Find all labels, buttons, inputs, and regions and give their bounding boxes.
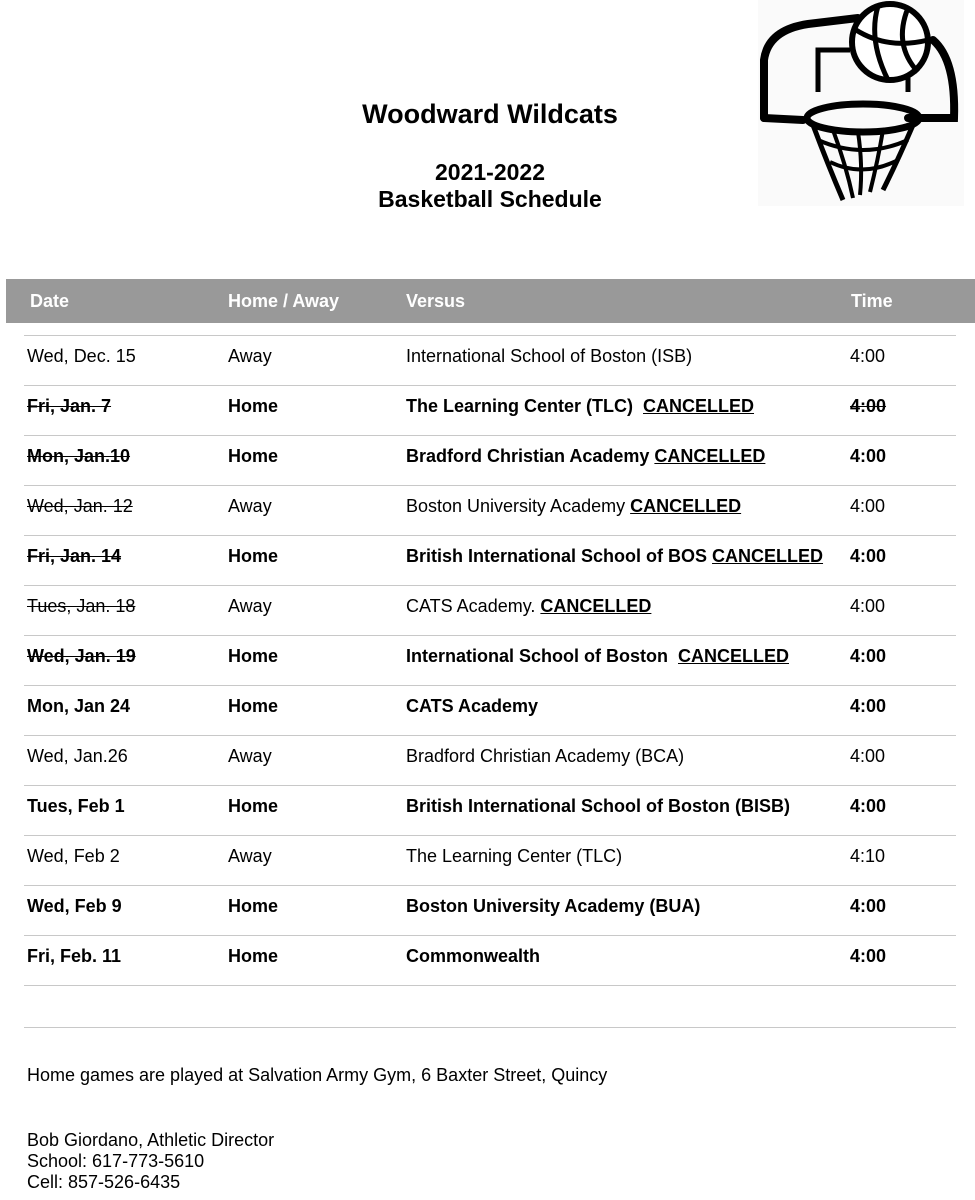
- table-row: [24, 535, 956, 585]
- cell-time: 4:00: [850, 446, 887, 466]
- table-row: [24, 885, 956, 935]
- column-header-home-away: Home / Away: [228, 291, 340, 311]
- cancelled-label: CANCELLED: [540, 596, 652, 616]
- cell-versus: [406, 896, 700, 917]
- table-row: [24, 635, 956, 685]
- cell-date: Wed, Feb 2: [27, 846, 120, 866]
- cell-versus: [406, 746, 684, 767]
- opponent-name: Bradford Christian Academy (BCA): [406, 746, 685, 766]
- cell-versus: [406, 496, 741, 517]
- page-title: Woodward Wildcats: [362, 99, 618, 129]
- cell-versus: [406, 846, 622, 867]
- cell-date: Fri, Jan. 14: [27, 546, 122, 566]
- opponent-name: Commonwealth: [406, 946, 541, 966]
- cell-home-away: Home: [228, 946, 279, 966]
- cancelled-label: CANCELLED: [654, 446, 766, 466]
- cell-home-away: Home: [228, 546, 279, 566]
- row-divider: [24, 335, 956, 336]
- table-row: [24, 935, 956, 985]
- opponent-name: The Learning Center (TLC): [406, 396, 644, 416]
- cancelled-label: CANCELLED: [712, 546, 824, 566]
- cell-versus: [406, 696, 538, 717]
- divider: [24, 1027, 956, 1028]
- cell-versus: [406, 946, 540, 967]
- cell-versus: [406, 796, 790, 817]
- cell-home-away: Away: [228, 596, 272, 616]
- table-row: [24, 335, 956, 385]
- cell-time: 4:00: [850, 496, 886, 516]
- cell-phone: Cell: 857-526-6435: [27, 1172, 181, 1192]
- row-divider: [24, 585, 956, 586]
- cell-date: Mon, Jan.10: [27, 446, 131, 466]
- cell-home-away: Home: [228, 646, 279, 666]
- table-row: [24, 785, 956, 835]
- contact-name: Bob Giordano, Athletic Director: [27, 1130, 275, 1150]
- cell-date: Wed, Feb 9: [27, 896, 122, 916]
- row-divider: [24, 885, 956, 886]
- schedule-label: Basketball Schedule: [378, 186, 602, 212]
- divider: [24, 985, 956, 986]
- cell-versus: [406, 446, 765, 467]
- row-divider: [24, 835, 956, 836]
- season-label: 2021-2022: [435, 159, 545, 185]
- cell-home-away: Away: [228, 496, 272, 516]
- cell-date: Fri, Jan. 7: [27, 396, 112, 416]
- cell-time: 4:00: [850, 346, 886, 366]
- cell-time: 4:00: [850, 596, 886, 616]
- opponent-name: Bradford Christian Academy: [406, 446, 655, 466]
- cell-time: 4:00: [850, 796, 887, 816]
- cell-home-away: Home: [228, 396, 279, 416]
- cell-home-away: Home: [228, 696, 279, 716]
- column-header-time: Time: [851, 291, 893, 311]
- row-divider: [24, 385, 956, 386]
- cancelled-label: CANCELLED: [630, 496, 742, 516]
- table-row: [24, 435, 956, 485]
- cell-date: Wed, Dec. 15: [27, 346, 136, 366]
- cell-versus: [406, 546, 823, 567]
- cell-date: Tues, Jan. 18: [27, 596, 136, 616]
- cell-home-away: Away: [228, 346, 272, 366]
- school-phone: School: 617-773-5610: [27, 1151, 205, 1171]
- cell-time: 4:00: [850, 646, 887, 666]
- column-header-date: Date: [30, 291, 70, 311]
- opponent-name: British International School of BOS: [406, 546, 713, 566]
- opponent-name: International School of Boston: [406, 646, 678, 666]
- cell-home-away: Away: [228, 846, 272, 866]
- opponent-name: CATS Academy.: [406, 596, 541, 616]
- row-divider: [24, 785, 956, 786]
- table-row: [24, 685, 956, 735]
- venue-note: Home games are played at Salvation Army Gym, 6 Baxter Street, Quincy: [27, 1065, 608, 1085]
- cell-time: 4:00: [850, 896, 887, 916]
- cell-date: Wed, Jan. 12: [27, 496, 133, 516]
- cell-date: Mon, Jan 24: [27, 696, 131, 716]
- cell-time: 4:00: [850, 696, 887, 716]
- column-header-versus: Versus: [406, 291, 466, 311]
- basketball-hoop-logo: [758, 0, 964, 206]
- opponent-name: International School of Boston (ISB): [406, 346, 693, 366]
- cell-home-away: Home: [228, 446, 279, 466]
- table-row: [24, 835, 956, 885]
- row-divider: [24, 435, 956, 436]
- table-header: [6, 279, 975, 323]
- row-divider: [24, 485, 956, 486]
- cell-date: Tues, Feb 1: [27, 796, 125, 816]
- opponent-name: The Learning Center (TLC): [406, 846, 623, 866]
- cancelled-label: CANCELLED: [678, 646, 789, 666]
- contact-block: [27, 1130, 274, 1193]
- opponent-name: CATS Academy: [406, 696, 539, 716]
- cell-time: 4:10: [850, 846, 886, 866]
- row-divider: [24, 735, 956, 736]
- table-row: [24, 485, 956, 535]
- cell-date: Wed, Jan.26: [27, 746, 128, 766]
- opponent-name: Boston University Academy (BUA): [406, 896, 701, 916]
- table-row: [24, 385, 956, 435]
- cell-time: 4:00: [850, 546, 887, 566]
- cell-versus: [406, 346, 692, 367]
- opponent-name: British International School of Boston (BISB): [406, 796, 790, 816]
- cell-versus: [406, 596, 651, 617]
- cell-home-away: Home: [228, 896, 279, 916]
- table-row: [24, 735, 956, 785]
- cell-versus: [406, 396, 754, 417]
- cell-date: Fri, Feb. 11: [27, 946, 122, 966]
- cancelled-label: CANCELLED: [643, 396, 755, 416]
- table-row: [24, 585, 956, 635]
- cell-date: Wed, Jan. 19: [27, 646, 136, 666]
- cell-time: 4:00: [850, 946, 887, 966]
- row-divider: [24, 635, 956, 636]
- row-divider: [24, 935, 956, 936]
- row-divider: [24, 535, 956, 536]
- cell-versus: [406, 646, 789, 667]
- cell-time: 4:00: [850, 746, 886, 766]
- row-divider: [24, 685, 956, 686]
- opponent-name: Boston University Academy: [406, 496, 631, 516]
- cell-home-away: Away: [228, 746, 272, 766]
- cell-home-away: Home: [228, 796, 279, 816]
- cell-time: 4:00: [850, 396, 887, 416]
